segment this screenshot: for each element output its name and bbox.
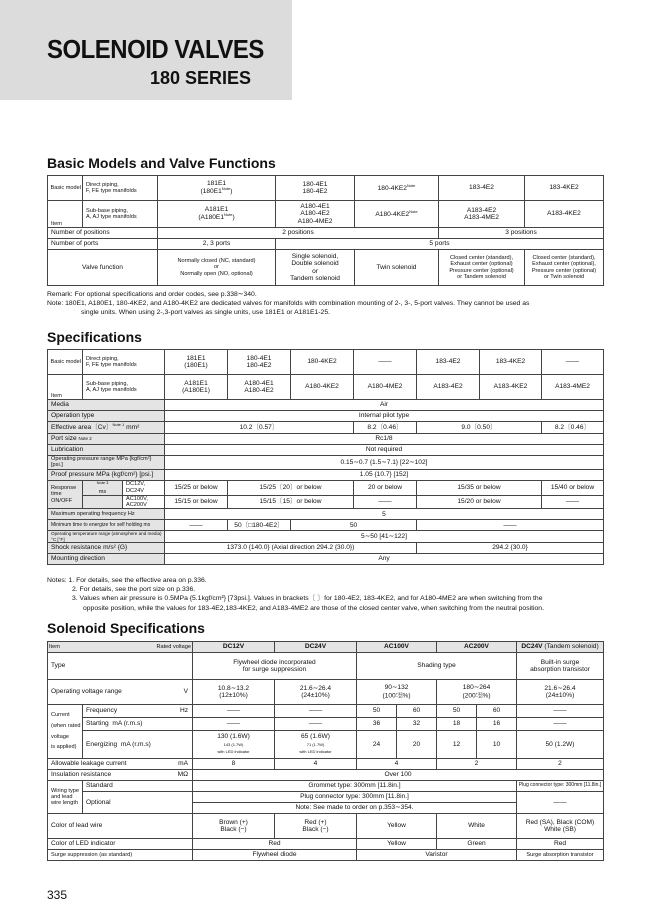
ovr-label: Operating voltage range V (48, 680, 193, 705)
spec-a5: A183-4E2 (417, 375, 480, 400)
start-3: 36 (357, 718, 397, 731)
ener-7: 50 (1.2W) (517, 731, 604, 759)
spec-section-title: Specifications (47, 329, 142, 345)
insulation-value: Over 100 (193, 770, 604, 781)
v-ac200: AC200V (437, 642, 517, 653)
spec-direct-piping: Direct piping, F, FE type manifolds (83, 350, 165, 375)
current-side-label: Current (when rated voltage is applied) (48, 705, 83, 759)
led-2: Yellow (357, 839, 437, 850)
start-6: 16 (477, 718, 517, 731)
page-number: 335 (47, 888, 68, 902)
rt-ac-1: 15/15 or below (165, 495, 228, 509)
effective-area-label: Effective area〔Cv〕$^{Note 1}$ mm² (48, 422, 165, 434)
port-size-value: Rc1/8 (165, 434, 604, 445)
optional-note: Note: See made to order on p.353∼354. (193, 803, 517, 814)
spec-h7: —— (542, 350, 604, 375)
rt-dc-label: DC12V, DC24V (123, 480, 165, 495)
spec-a4: A180-4ME2 (354, 375, 417, 400)
rt-dc-5: 15/40 or below (542, 480, 604, 495)
rt-dc-1: 15/25 or below (165, 480, 228, 495)
start-2: —— (275, 718, 357, 731)
mounting-label: Mounting direction (48, 553, 165, 564)
spec-table (47, 349, 604, 565)
basic-r2c3: $A180-4KE2^{Note}$ (355, 201, 439, 228)
basic-item-hdr: Item (48, 201, 83, 228)
rt-dc-3: 20 or below (354, 480, 417, 495)
ener-6: 10 (477, 731, 517, 759)
ovr-4: 180∼264 (200+32 −10%) (437, 680, 517, 705)
surge-3: Surge absorption transistor (517, 850, 604, 861)
ea-3: 9.0〔0.50〕 (417, 422, 542, 434)
optional-tandem: —— (517, 792, 604, 814)
v-tandem: DC24V (Tandem solenoid) (517, 642, 604, 653)
basic-notes: Remark: For optional specifications and order codes, see p.338∼340. Note: 180E1, A180E1, 180-4KE2, and A180-4KE2 are dedicated valves for manifolds with combination mounting of 2-, 3-, 5-port valves. They cannot be used as single units. When using 2-,3-port valves as single units, use 181E1 or A181E1-25. (47, 291, 530, 317)
op-pressure-label: Operating pressure range MPa {kgf/cm²} [psi.] (48, 456, 165, 470)
led-color-label: Color of LED indicator (48, 839, 193, 850)
ovr-5: 21.6∼26.4 (24±10%) (517, 680, 604, 705)
ea-4: 8.2〔0.46〕 (542, 422, 604, 434)
standard-label: Standard (83, 781, 193, 792)
num-ports-label: Number of ports (48, 239, 158, 250)
proof-pressure-label: Proof pressure MPa {kgf/cm²} [psi.] (48, 469, 165, 480)
basic-r1c1: 181E1 $(180E1^{Note})$ (158, 176, 276, 201)
operation-value: Internal pilot type (165, 411, 604, 422)
solenoid-table (47, 641, 604, 861)
spec-h2: 180-4E1 180-4E2 (228, 350, 291, 375)
media-label: Media (48, 400, 165, 411)
basic-model-hdr: Basic model (48, 176, 83, 201)
ea-1: 10.2〔0.57〕 (165, 422, 354, 434)
spec-a1: A181E1 (A180E1) (165, 375, 228, 400)
surge-label: Surge suppression (as standard) (48, 850, 193, 861)
ovr-1: 10.8∼13.2 (12±10%) (193, 680, 275, 705)
clw-1: Brown (+) Black (−) (193, 814, 275, 839)
rt-ac-4: 15/20 or below (417, 495, 542, 509)
type-3: Built-in surge absorption transistor (517, 653, 604, 680)
temp-label: Operating temperature range (atmosphere and media) °C [°F] (48, 531, 165, 542)
rt-dc-4: 15/35 or below (417, 480, 542, 495)
sub-base-cell: Sub-base piping, A, AJ type manifolds (83, 201, 158, 228)
media-value: Air (165, 400, 604, 411)
spec-a6: A183-4KE2 (480, 375, 542, 400)
vf1: Normally closed (NC, standard) or Normally open (NO, optional) (158, 250, 276, 286)
spec-model-hdr: Basic model (48, 350, 83, 375)
basic-table (47, 175, 604, 286)
shock-2: 294.2 {30.0} (417, 542, 604, 553)
start-7: —— (517, 718, 604, 731)
wiring-label: Wiring type and lead wire length (48, 781, 83, 814)
rt-ac-5: —— (542, 495, 604, 509)
mte-4: —— (417, 520, 604, 531)
max-freq-label: Maximum operating frequency Hz (48, 509, 165, 520)
basic-section-title: Basic Models and Valve Functions (47, 155, 276, 171)
mte-3: 50 (291, 520, 417, 531)
rt-blank (83, 495, 123, 509)
min-energize-label: Minimum time to energize for self holding ms (48, 520, 165, 531)
response-time-label: Response time ON/OFF (48, 480, 83, 509)
mte-1: —— (165, 520, 228, 531)
surge-1: Flywheel diode (193, 850, 357, 861)
leak-1: 8 (193, 759, 275, 770)
insulation-label: Insulation resistance MΩ (48, 770, 193, 781)
operation-label: Operation type (48, 411, 165, 422)
rt-ac-3: —— (354, 495, 417, 509)
start-4: 32 (397, 718, 437, 731)
op-pressure-value: 0.15∼0.7 {1.5∼7.1} [22∼102] (165, 456, 604, 470)
leak-3: 4 (357, 759, 437, 770)
basic-r1c3: $180-4KE2^{Note}$ (355, 176, 439, 201)
mounting-value: Any (165, 553, 604, 564)
standard-tandem: Plug connector type: 300mm [11.8in.] (517, 781, 604, 792)
max-freq-value: 5 (165, 509, 604, 520)
starting-label: Starting mA (r.m.s) (83, 718, 193, 731)
v-ac100: AC100V (357, 642, 437, 653)
positions-2: 2 positions (158, 228, 439, 239)
clw-5: Red (SA), Black (COM) White (SB) (517, 814, 604, 839)
positions-3: 3 positions (439, 228, 604, 239)
freq-1: —— (193, 705, 275, 718)
series-title: 180 SERIES (150, 68, 252, 88)
led-3: Green (437, 839, 517, 850)
leak-5: 2 (517, 759, 604, 770)
rt-ac-label: AC100V, AC200V (123, 495, 165, 509)
freq-7: —— (517, 705, 604, 718)
spec-h5: 183-4E2 (417, 350, 480, 375)
optional-label: Optional (83, 792, 193, 814)
type-1: Flywheel diode incorporated for surge suppression (193, 653, 357, 680)
spec-a7: A183-4ME2 (542, 375, 604, 400)
basic-r2c1: A181E1 $(A180E1^{Note})$ (158, 201, 276, 228)
page-title: SOLENOID VALVES (47, 34, 264, 64)
basic-r2c4: A183-4E2 A183-4ME2 (439, 201, 525, 228)
basic-r1c2: 180-4E1 180-4E2 (276, 176, 355, 201)
start-1: —— (193, 718, 275, 731)
lead-color-label: Color of lead wire (48, 814, 193, 839)
vf2: Single solenoid, Double solenoid or Tandem solenoid (276, 250, 355, 286)
shock-label: Shock resistance m/s² {G} (48, 542, 165, 553)
spec-a2: A180-4E1 A180-4E2 (228, 375, 291, 400)
ports-23: 2, 3 ports (158, 239, 276, 250)
standard-value: Grommet type: 300mm [11.8in.] (193, 781, 517, 792)
sol-item-rated: Item Rated voltage (48, 642, 193, 653)
ener-5: 12 (437, 731, 477, 759)
rt-dc-2: 15/25〔20〕or below (228, 480, 354, 495)
led-1: Red (193, 839, 357, 850)
v-dc24: DC24V (275, 642, 357, 653)
freq-3: 50 (357, 705, 397, 718)
vf5: Closed center (standard), Exhaust center (optional), Pressure center (optional) or Twin solenoid (525, 250, 604, 286)
basic-r1c4: 183-4E2 (439, 176, 525, 201)
energizing-label: Energizing mA (r.m.s) (83, 731, 193, 759)
lubrication-label: Lubrication (48, 445, 165, 456)
clw-4: White (437, 814, 517, 839)
rt-ac-2: 15/15〔15〕or below (228, 495, 354, 509)
shock-1: 1373.0 {140.0} (Axial direction 294.2 {30.0}) (165, 542, 417, 553)
ener-4: 20 (397, 731, 437, 759)
v-dc12: DC12V (193, 642, 275, 653)
temp-value: 5∼50 [41∼122] (165, 531, 604, 542)
port-size-label: Port size Note 2 (48, 434, 165, 445)
start-5: 18 (437, 718, 477, 731)
spec-a3: A180-4KE2 (291, 375, 354, 400)
freq-4: 60 (397, 705, 437, 718)
lubrication-value: Not required (165, 445, 604, 456)
ports-5: 5 ports (276, 239, 604, 250)
solenoid-section-title: Solenoid Specifications (47, 620, 205, 636)
spec-h6: 183-4KE2 (480, 350, 542, 375)
optional-value: Plug connector type: 300mm [11.8in.] (193, 792, 517, 803)
response-time-unit: $^{Note 3}$ ms (83, 480, 123, 495)
ener-2: 65 (1.6W) 71 (1.7W) with LED indicator (275, 731, 357, 759)
leak-4: 2 (437, 759, 517, 770)
led-4: Red (517, 839, 604, 850)
basic-r2c5: A183-4KE2 (525, 201, 604, 228)
spec-h4: —— (354, 350, 417, 375)
num-positions-label: Number of positions (48, 228, 158, 239)
ener-3: 24 (357, 731, 397, 759)
spec-item-hdr: Item (48, 375, 83, 400)
surge-2: Varistor (357, 850, 517, 861)
ener-1: 130 (1.6W) 143 (1.7W) with LED indicator (193, 731, 275, 759)
ovr-3: 90∼132 (100+32 −10%) (357, 680, 437, 705)
spec-sub-base: Sub-base piping, A, AJ type manifolds (83, 375, 165, 400)
type-label: Type (48, 653, 193, 680)
ea-2: 8.2〔0.46〕 (354, 422, 417, 434)
freq-2: —— (275, 705, 357, 718)
basic-r2c2: A180-4E1 A180-4E2 A180-4ME2 (276, 201, 355, 228)
basic-r1c5: 183-4KE2 (525, 176, 604, 201)
spec-h3: 180-4KE2 (291, 350, 354, 375)
vf3: Twin solenoid (355, 250, 439, 286)
freq-label: Frequency Hz (83, 705, 193, 718)
leak-2: 4 (275, 759, 357, 770)
type-2: Shading type (357, 653, 517, 680)
clw-3: Yellow (357, 814, 437, 839)
ovr-2: 21.6∼26.4 (24±10%) (275, 680, 357, 705)
spec-h1: 181E1 (180E1) (165, 350, 228, 375)
freq-6: 60 (477, 705, 517, 718)
vf4: Closed center (standard), Exhaust center (optional) Pressure center (optional) or Tandem solenoid (439, 250, 525, 286)
leakage-label: Allowable leakage current mA (48, 759, 193, 770)
clw-2: Red (+) Black (−) (275, 814, 357, 839)
spec-notes: Notes: 1. For details, see the effective area on p.336. 2. For details, see the port size on p.336. 3. Values when air pressure is 0.5MPa {5.1kgf/cm²} [73psi.]. Values in brackets〔 〕for 180-4E2, 183-4KE2, and for A180-4ME2 are when switching from the opposite position, while the values for 183-4E2,183-4KE2, and A183-4ME2 are those of the closed center valve, when switching from the neutral position. (47, 577, 544, 612)
mte-2: 50〔□180-4E2〕 (228, 520, 291, 531)
proof-pressure-value: 1.05 {10.7} [152] (165, 469, 604, 480)
freq-5: 50 (437, 705, 477, 718)
valve-function-label: Valve function (48, 250, 158, 286)
direct-piping-cell: Direct piping, F, FE type manifolds (83, 176, 158, 201)
